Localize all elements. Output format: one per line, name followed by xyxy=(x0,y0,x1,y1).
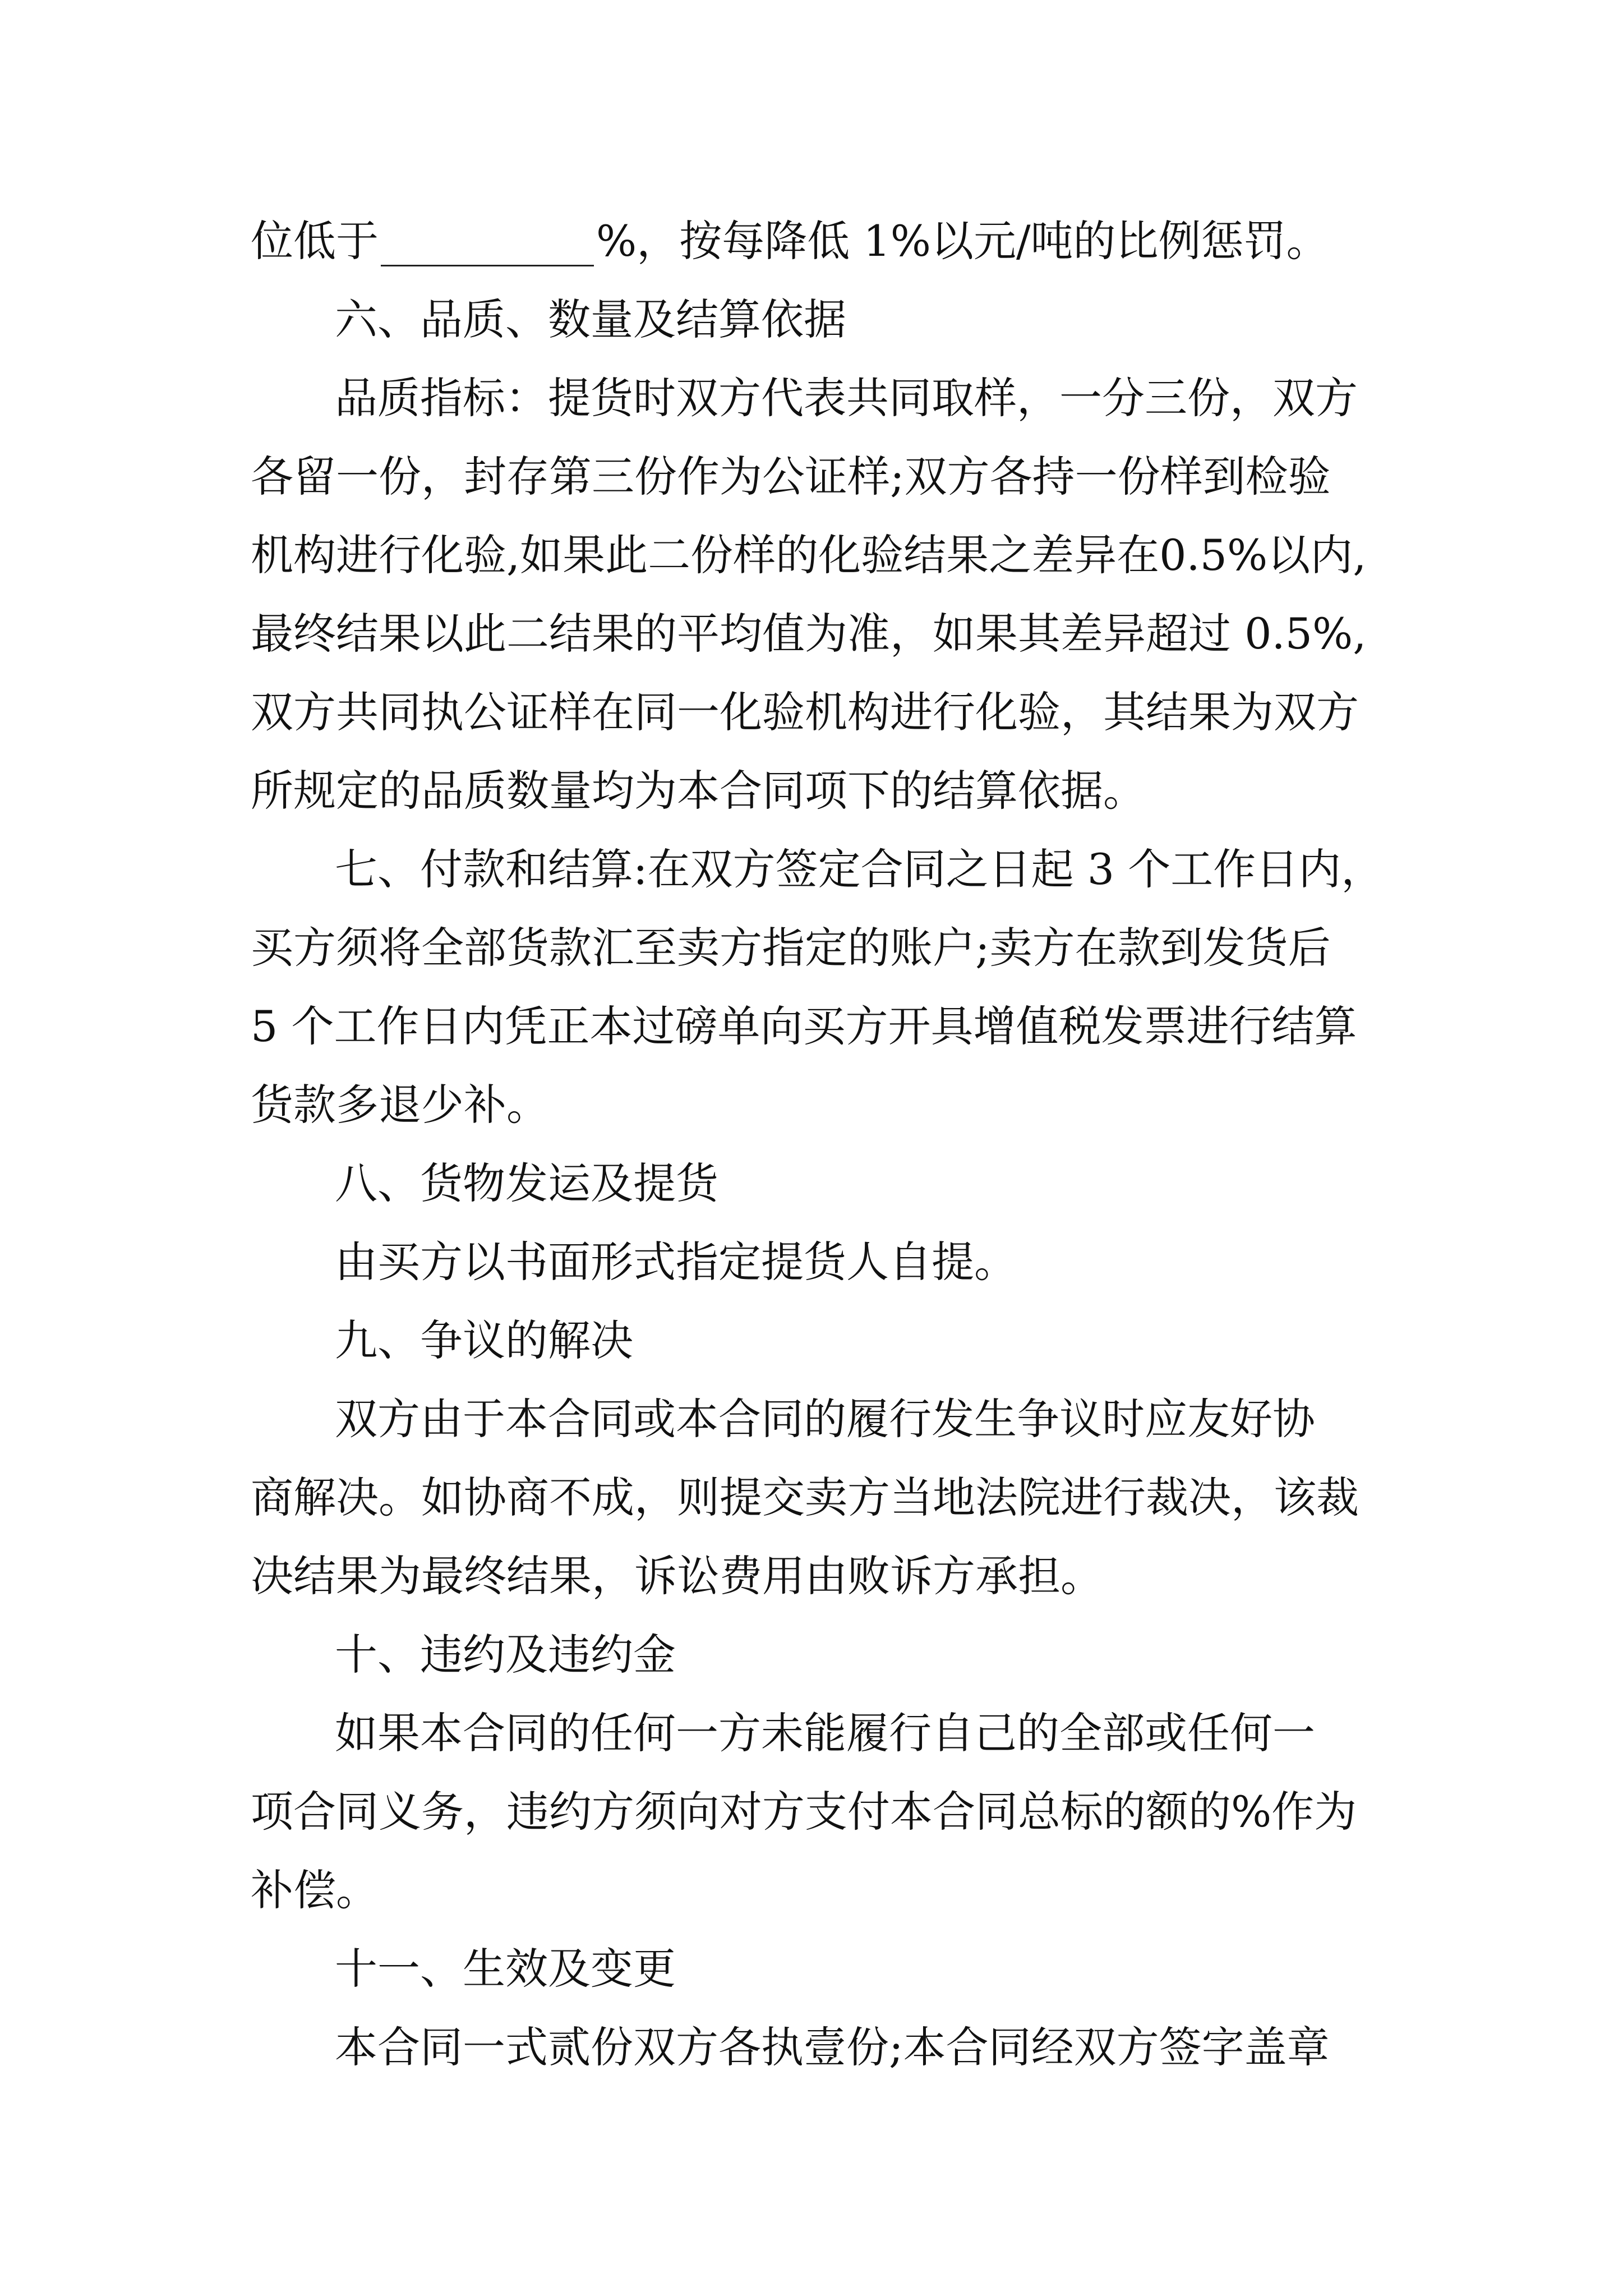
text-line xyxy=(251,216,1395,266)
text-line: 最终结果以此二结果的平均值为准，如果其差异超过 0.5%, xyxy=(251,609,1367,659)
section-heading: 九、争议的解决 xyxy=(335,1315,633,1365)
text-line: 本合同一式贰份双方各执壹份;本合同经双方签字盖章 xyxy=(335,2022,1330,2072)
text-line: 项合同义务，违约方须向对方支付本合同总标的额的%作为 xyxy=(251,1787,1357,1837)
text-line: 决结果为最终结果，诉讼费用由败诉方承担。 xyxy=(251,1551,1103,1601)
text-line: 双方由于本合同或本合同的履行发生争议时应友好协 xyxy=(335,1394,1315,1444)
text-line: 买方须将全部货款汇至卖方指定的账户;卖方在款到发货后 xyxy=(251,923,1331,973)
text-line: 由买方以书面形式指定提货人自提。 xyxy=(335,1237,1017,1287)
text-line: 七、付款和结算:在双方签定合同之日起 3 个工作日内， xyxy=(335,844,1384,894)
text-line: 各留一份，封存第三份作为公证样;双方各持一份样到检验 xyxy=(251,452,1331,501)
text-line: 5 个工作日内凭正本过磅单向买方开具增值税发票进行结算 xyxy=(251,1001,1357,1051)
text-segment: 位低于 xyxy=(251,216,379,266)
text-line: 货款多退少补。 xyxy=(251,1080,549,1130)
section-heading: 十、违约及违约金 xyxy=(335,1630,676,1680)
text-line: 双方共同执公证样在同一化验机构进行化验，其结果为双方 xyxy=(251,687,1359,737)
text-line: 补偿。 xyxy=(251,1865,379,1915)
section-heading: 六、品质、数量及结算依据 xyxy=(335,295,846,344)
section-heading: 八、货物发运及提货 xyxy=(335,1158,718,1208)
text-line: 机构进行化验,如果此二份样的化验结果之差异在0.5%以内, xyxy=(251,530,1367,580)
section-heading: 十一、生效及变更 xyxy=(335,1944,676,1994)
text-line: 商解决。如协商不成，则提交卖方当地法院进行裁决，该裁 xyxy=(251,1473,1359,1522)
text-line: 如果本合同的任何一方未能履行自己的全部或任何一 xyxy=(335,1708,1315,1758)
text-line: 品质指标：提货时双方代表共同取样，一分三份，双方 xyxy=(335,373,1358,423)
fill-in-blank xyxy=(381,226,594,266)
text-line: 所规定的品质数量均为本合同项下的结算依据。 xyxy=(251,766,1146,816)
text-segment: %，按每降低 1%以元/吨的比例惩罚。 xyxy=(596,216,1329,266)
